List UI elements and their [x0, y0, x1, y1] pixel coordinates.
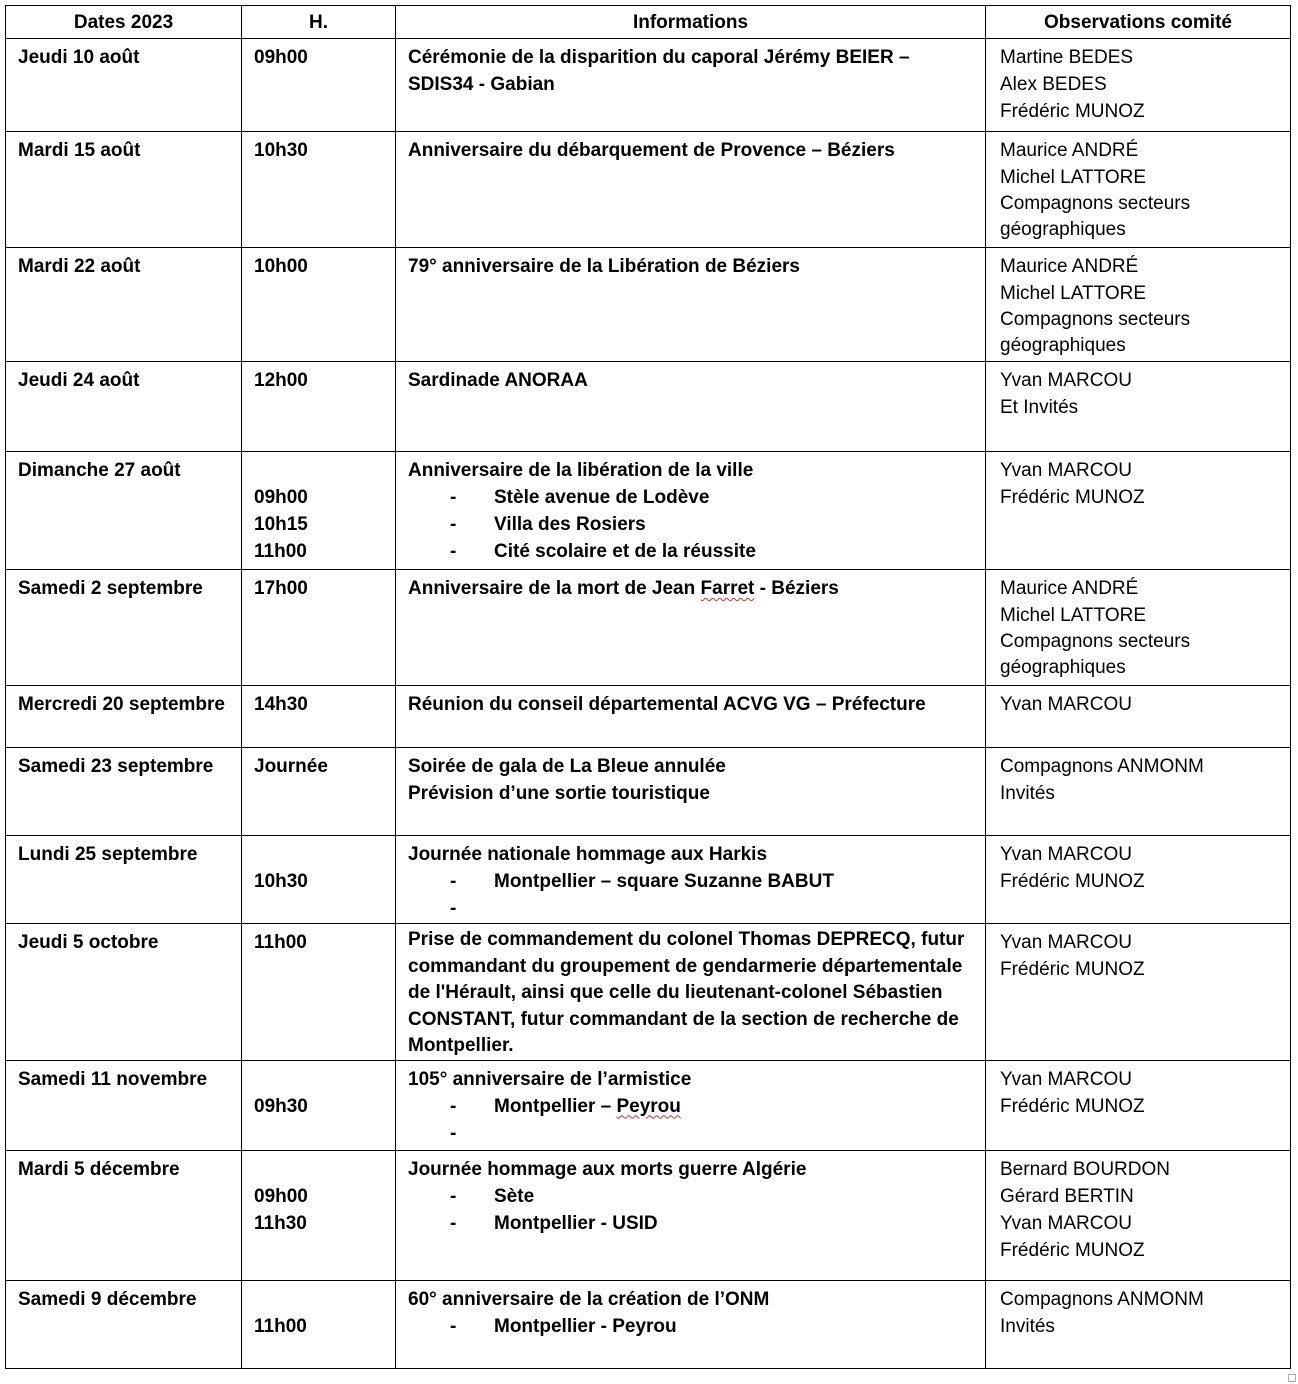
row-time: 10h30	[242, 132, 396, 248]
table-row	[6, 686, 1291, 748]
row-info: Prise de commandement du colonel Thomas DEPRECQ, futur commandant du groupement de gendarmerie départementale de l'Hérault, ainsi que celle du lieutenant-colonel Sébastien CONSTANT, futur commandant de la section de recherche de Montpellier.	[396, 924, 986, 1061]
row-info: Soirée de gala de La Bleue annulée Prévision d’une sortie touristique	[396, 748, 986, 836]
row-info: Réunion du conseil départemental ACVG VG – Préfecture	[396, 686, 986, 748]
row-info: 105° anniversaire de l’armistice - Montpellier – Peyrou -	[396, 1060, 986, 1150]
row-date: Samedi 11 novembre	[6, 1060, 242, 1150]
row-date: Samedi 23 septembre	[6, 748, 242, 836]
row-info: Anniversaire du débarquement de Provence – Béziers	[396, 132, 986, 248]
row-time: 09h00 11h30	[242, 1150, 396, 1280]
list-item: - Villa des Rosiers	[450, 514, 646, 535]
row-observations: Yvan MARCOU Frédéric MUNOZ	[986, 1060, 1291, 1150]
list-item: - Montpellier - USID	[450, 1212, 658, 1234]
row-date: Mardi 15 août	[6, 132, 242, 248]
row-info: Cérémonie de la disparition du caporal Jérémy BEIER – SDIS34 - Gabian	[396, 39, 986, 132]
row-observations: Yvan MARCOU Frédéric MUNOZ	[986, 924, 1291, 1061]
row-date: Jeudi 10 août	[6, 39, 242, 132]
row-date: Jeudi 5 octobre	[6, 924, 242, 1061]
row-time: 09h00 10h15 11h00	[242, 452, 396, 570]
row-time: 17h00	[242, 570, 396, 686]
list-item: - Sète	[450, 1185, 535, 1207]
row-time: 11h00	[242, 924, 396, 1061]
row-date: Jeudi 24 août	[6, 362, 242, 452]
row-observations: Yvan MARCOU Frédéric MUNOZ	[986, 452, 1291, 570]
page-corner-marker	[1288, 1374, 1296, 1382]
row-date: Lundi 25 septembre	[6, 836, 242, 924]
row-time: 09h30	[242, 1060, 396, 1150]
table-row	[6, 452, 1291, 570]
table-row	[6, 248, 1291, 362]
table-row	[6, 39, 1291, 132]
row-observations: Bernard BOURDON Gérard BERTIN Yvan MARCOU Frédéric MUNOZ	[986, 1150, 1291, 1280]
row-date: Mardi 5 décembre	[6, 1150, 242, 1280]
table-row	[6, 924, 1291, 1061]
table-row	[6, 362, 1291, 452]
row-date: Dimanche 27 août	[6, 452, 242, 570]
row-date: Mardi 22 août	[6, 248, 242, 362]
row-time: 10h00	[242, 248, 396, 362]
table-row	[6, 748, 1291, 836]
table-row	[6, 570, 1291, 686]
row-time: 10h30	[242, 836, 396, 924]
row-info: Sardinade ANORAA	[396, 362, 986, 452]
table-row	[6, 1150, 1291, 1280]
row-observations: Maurice ANDRÉ Michel LATTORE Compagnons secteurs géographiques	[986, 248, 1291, 362]
events-table	[5, 5, 1291, 1369]
table-row	[6, 1060, 1291, 1150]
header-dates: Dates 2023	[6, 6, 242, 39]
row-observations: Martine BEDES Alex BEDES Frédéric MUNOZ	[986, 39, 1291, 132]
list-item: - Cité scolaire et de la réussite	[450, 541, 756, 562]
row-info: 60° anniversaire de la création de l’ONM - Montpellier - Peyrou	[396, 1280, 986, 1368]
row-observations: Compagnons ANMONM Invités	[986, 748, 1291, 836]
list-item: - Montpellier – square Suzanne BABUT	[450, 871, 834, 892]
row-time: 14h30	[242, 686, 396, 748]
list-item: - Montpellier – Peyrou	[450, 1095, 681, 1117]
header-observations: Observations comité	[986, 6, 1291, 39]
header-row	[6, 6, 1291, 39]
row-time: 11h00	[242, 1280, 396, 1368]
list-item: - Montpellier - Peyrou	[450, 1315, 677, 1337]
list-item: - Stèle avenue de Lodève	[450, 487, 710, 508]
row-time: 09h00	[242, 39, 396, 132]
table-row	[6, 132, 1291, 248]
row-observations: Yvan MARCOU Et Invités	[986, 362, 1291, 452]
row-info: Journée nationale hommage aux Harkis - Montpellier – square Suzanne BABUT -	[396, 836, 986, 924]
row-time: Journée	[242, 748, 396, 836]
table-row	[6, 1280, 1291, 1368]
row-observations: Yvan MARCOU Frédéric MUNOZ	[986, 836, 1291, 924]
row-date: Samedi 2 septembre	[6, 570, 242, 686]
row-info: Anniversaire de la mort de Jean Farret - Béziers	[396, 570, 986, 686]
row-date: Samedi 9 décembre	[6, 1280, 242, 1368]
row-info: 79° anniversaire de la Libération de Béziers	[396, 248, 986, 362]
row-date: Mercredi 20 septembre	[6, 686, 242, 748]
row-observations: Maurice ANDRÉ Michel LATTORE Compagnons secteurs géographiques	[986, 132, 1291, 248]
row-observations: Maurice ANDRÉ Michel LATTORE Compagnons secteurs géographiques	[986, 570, 1291, 686]
row-info: Journée hommage aux morts guerre Algérie - Sète - Montpellier - USID	[396, 1150, 986, 1280]
table-row	[6, 836, 1291, 924]
header-hour: H.	[242, 6, 396, 39]
row-observations: Yvan MARCOU	[986, 686, 1291, 748]
row-observations: Compagnons ANMONM Invités	[986, 1280, 1291, 1368]
row-time: 12h00	[242, 362, 396, 452]
header-informations: Informations	[396, 6, 986, 39]
row-info: Anniversaire de la libération de la ville - Stèle avenue de Lodève - Villa des Rosiers - Cité scolaire et de la réussite	[396, 452, 986, 570]
